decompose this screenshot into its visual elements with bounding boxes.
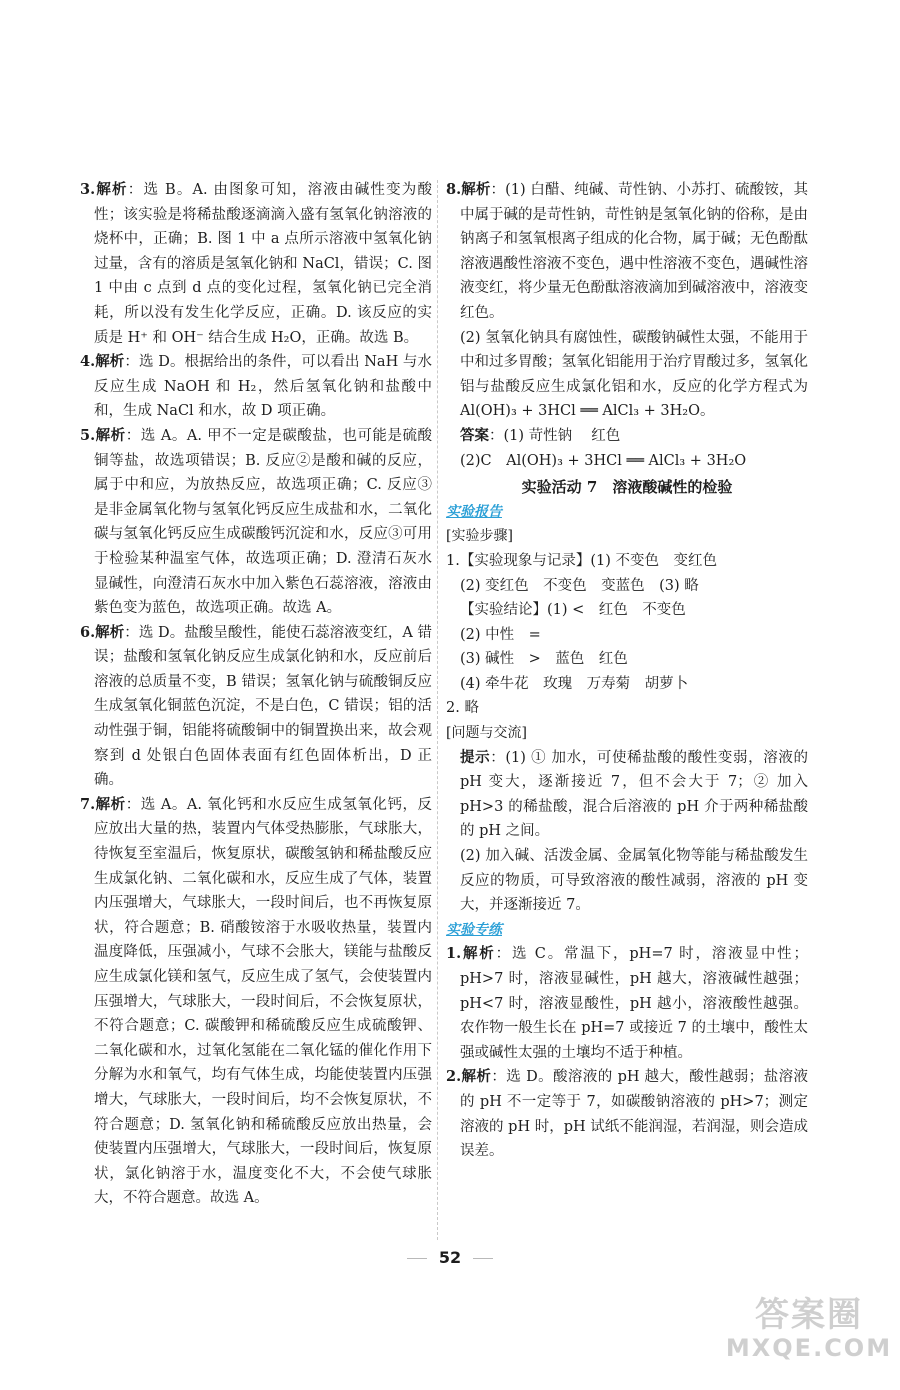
answer-item-3	[80, 178, 432, 350]
answer-label: 4.解析	[80, 353, 125, 371]
answer-label: 1.解析	[446, 945, 496, 963]
answer-item-8	[446, 178, 808, 326]
step-line: 1.【实验现象与记录】(1) 不变色 变红色	[446, 552, 717, 569]
page-number-text: 52	[438, 1248, 462, 1267]
answer-label: 8.解析	[446, 181, 491, 198]
hint-label: 提示	[460, 748, 491, 766]
step-line: (4) 牵牛花 玫瑰 万寿菊 胡萝卜	[460, 675, 689, 692]
answer-label: 2.解析	[446, 1068, 492, 1086]
answer-label: 6.解析	[80, 623, 125, 641]
watermark-url: MXQE.COM	[725, 1334, 893, 1362]
answer-text: ：选 C。常温下，pH=7 时，溶液显中性；pH>7 时，溶液显碱性，pH 越大，溶液碱性越强；pH<7 时，溶液显酸性，pH 越小，溶液酸性越强。农作物一般生长在 pH=7 或接近 7 的土壤中，酸性太强或碱性太强的土壤均不适于种植。	[460, 946, 808, 1061]
answer-text: ：(1) 白醋、纯碱、苛性钠、小苏打、硫酸铵，其中属于碱的是苛性钠，苛性钠是氢氧化钠的俗称，是由钠离子和氢氧根离子组成的化合物，属于碱；无色酚酞溶液遇酸性溶液不变色，遇中性溶液不变色，遇碱性溶液变红，将少量无色酚酞溶液滴加到碱溶液中，溶液变红色。	[460, 182, 808, 321]
column-divider	[437, 180, 438, 1240]
answer-item-7	[80, 793, 432, 1211]
practice-heading: 实验专练	[446, 921, 502, 938]
answer-item-4	[80, 350, 432, 424]
answer-label: 5.解析	[80, 426, 126, 444]
answer-label: 3.解析	[80, 181, 128, 198]
final-answer-label: 答案	[460, 426, 489, 444]
step-line: 【实验结论】(1) < 红色 不变色	[460, 602, 686, 619]
answer-text: ：选 D。酸溶液的 pH 越大，酸性越弱；盐溶液的 pH 不一定等于 7，如碳酸钠溶液的 pH>7；测定溶液的 pH 时，pH 试纸不能润湿，若润湿，则会造成误差。	[460, 1069, 808, 1160]
answer-item-8-part2: (2) 氢氧化钠具有腐蚀性，碳酸钠碱性太强，不能用于中和过多胃酸；氢氧化铝能用于治疗胃酸过多，氢氧化铝与盐酸反应生成氯化铝和水，反应的化学方程式为 Al(OH)₃ + 3HCl ══ AlCl₃ + 3H₂O。	[460, 329, 808, 420]
answer-text: ：选 A。A. 甲不一定是碳酸盐，也可能是硫酸铜等盐，故选项错误；B. 反应②是酸和碱的反应，属于中和应，为放热反应，故选项正确；C. 反应③是非金属氧化物与氢氧化钙反应生成盐和水，二氧化碳与氢氧化钙反应生成碳酸钙沉淀和水，反应③可用于检验某种温室气体，故选项正确；D. 澄清石灰水显碱性，向澄清石灰水中加入紫色石蕊溶液，溶液由紫色变为蓝色，故选项正确。故选 A。	[94, 427, 432, 617]
answer-text: ：选 D。根据给出的条件，可以看出 NaH 与水反应生成 NaOH 和 H₂，然后氢氧化钠和盐酸中和，生成 NaCl 和水，故 D 项正确。	[94, 354, 432, 420]
watermark-logo-text: 答案圈	[755, 1295, 863, 1335]
hint-paragraph	[446, 746, 808, 844]
step-line: 2. 略	[446, 700, 479, 717]
answer-label: 7.解析	[80, 795, 126, 813]
left-column	[80, 178, 432, 1211]
answer-text: ：选 D。盐酸呈酸性，能使石蕊溶液变红，A 错误；盐酸和氢氧化钠反应生成氯化钠和水，反应前后溶液的总质量不变，B 错误；氢氧化钠与硫酸铜反应生成氢氧化铜蓝色沉淀，不是白色，C 错误；铝的活动性强于铜，铝能将硫酸铜中的铜置换出来，故会观察到 d 处银白色固体表面有红色固体析出，D 正确。	[94, 624, 432, 789]
right-column	[446, 178, 808, 1164]
watermark	[724, 1296, 894, 1362]
page-number	[0, 1248, 900, 1267]
final-answer-part2: (2)C Al(OH)₃ + 3HCl ══ AlCl₃ + 3H₂O	[460, 452, 747, 469]
step-line: (2) 中性 =	[460, 626, 541, 643]
final-answer-text: ：(1) 苛性钠 红色	[489, 427, 621, 444]
report-heading: 实验报告	[446, 503, 502, 520]
practice-item-2	[446, 1065, 808, 1163]
hint-text: ：(1) ① 加水，可使稀盐酸的酸性变弱，溶液的 pH 变大，逐渐接近 7，但不会大于 7；② 加入 pH>3 的稀盐酸，混合后溶液的 pH 介于两种稀盐酸的 pH 之间。	[460, 749, 808, 840]
answer-text: ：选 A。A. 氧化钙和水反应生成氢氧化钙，反应放出大量的热，装置内气体受热膨胀，气球胀大，待恢复至室温后，恢复原状，碳酸氢钠和稀盐酸反应生成氯化钠、二氧化碳和水，反应生成了气体，装置内压强增大，气球胀大，一段时间后，也不再恢复原状，符合题意；B. 硝酸铵溶于水吸收热量，装置内温度降低，压强减小，气球不会胀大，镁能与盐酸反应生成氯化镁和氢气，反应生成了氢气，会使装置内压强增大，气球胀大，一段时间后，不会恢复原状，不符合题意；C. 碳酸钾和稀硫酸反应生成硫酸钾、二氧化碳和水，过氧化氢能在二氧化锰的催化作用下分解为水和氧气，均有气体生成，均能使装置内压强增大，气球胀大，一段时间后，均不会恢复原状，不符合题意；D. 氢氧化钠和稀硫酸反应放出热量，会使装置内压强增大，气球胀大，一段时间后，恢复原状，氯化钠溶于水，温度变化不大，不会使气球胀大，不符合题意。故选 A。	[94, 796, 432, 1207]
answer-item-5	[80, 424, 432, 621]
answer-text: ：选 B。A. 由图象可知，溶液由碱性变为酸性；该实验是将稀盐酸逐滴滴入盛有氢氧化钠溶液的烧杯中，正确；B. 图 1 中 a 点所示溶液中氢氧化钠过量，含有的溶质是氢氧化钠和 NaCl，错误；C. 图1 中由 c 点到 d 点的变化过程，氢氧化钠已完全消耗，所以没有发生化学反应，正确。D. 该反应的实质是 H⁺ 和 OH⁻ 结合生成 H₂O，正确。故选 B。	[94, 182, 433, 346]
step-line: (3) 碱性 > 蓝色 红色	[460, 651, 628, 668]
discussion-heading: [问题与交流]	[446, 725, 527, 742]
answer-item-6	[80, 621, 432, 793]
activity-title: 实验活动 7 溶液酸碱性的检验	[521, 478, 733, 497]
practice-item-1	[446, 942, 808, 1065]
step-line: (2) 变红色 不变色 变蓝色 (3) 略	[460, 577, 699, 594]
hint-paragraph-2: (2) 加入碱、活泼金属、金属氧化物等能与稀盐酸发生反应的物质，可导致溶液的酸性减弱，溶液的 pH 变大，并逐渐接近 7。	[460, 848, 808, 914]
steps-heading: [实验步骤]	[446, 528, 513, 545]
final-answer	[446, 424, 808, 449]
